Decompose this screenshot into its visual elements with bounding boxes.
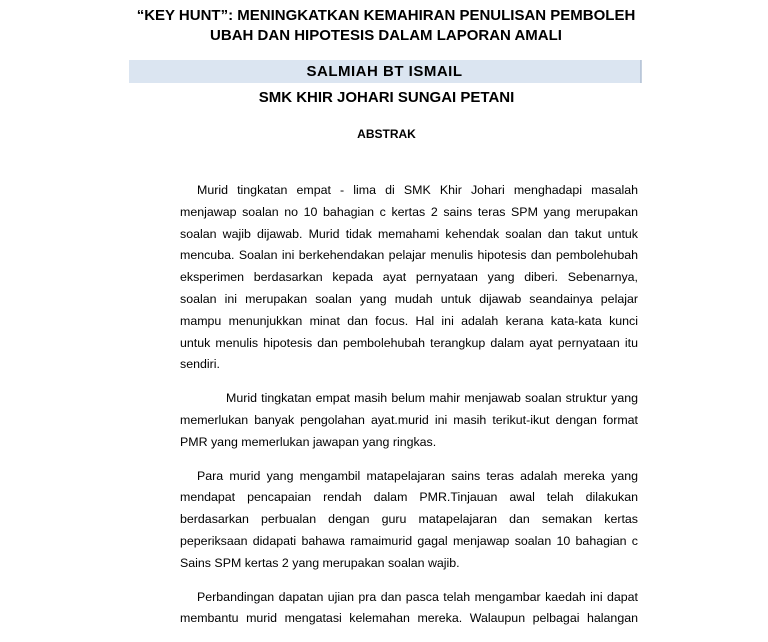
- text-line: Para murid yang mengambil matapelajaran sains teras adalah mereka yang: [197, 468, 638, 483]
- text-line: soalan ini merupakan soalan yang mudah untuk dijawab seandainya pelajar: [180, 291, 638, 306]
- text-line: PMR yang memerlukan jawapan yang ringkas.: [180, 434, 437, 449]
- abstract-body: [180, 180, 638, 642]
- abstract-paragraph: [180, 388, 638, 453]
- paper-title-line-1: “KEY HUNT”: MENINGKATKAN KEMAHIRAN PENULISAN PEMBOLEH: [136, 7, 636, 24]
- text-line: sendiri.: [180, 357, 220, 372]
- author-name: SALMIAH BT ISMAIL: [129, 60, 642, 83]
- text-line: memerlukan banyak pengolahan ayat.murid ini masih terikut-ikut dengan format: [180, 412, 638, 427]
- text-line: mendapat pencapaian rendah dalam PMR.Tinjauan awal telah dilakukan: [180, 490, 638, 505]
- text-line: soalan wajib dijawab. Murid tidak memahami kehendak soalan dan takut untuk: [180, 226, 638, 241]
- text-line: untuk menulis hipotesis dan pembolehubah terangkup dalam ayat pernyataan itu: [180, 335, 638, 350]
- paper-title-line-2: UBAH DAN HIPOTESIS DALAM LAPORAN AMALI: [210, 27, 562, 44]
- text-line: Perbandingan dapatan ujian pra dan pasca telah mengambar kaedah ini dapat: [197, 589, 638, 604]
- text-line: Sains SPM kertas 2 yang merupakan soalan wajib.: [180, 555, 460, 570]
- text-line: mampu menunjukkan minat dan focus. Hal ini adalah kerana kata-kata kunci: [180, 313, 638, 328]
- paper-title: [100, 6, 672, 46]
- text-line: peperiksaan didapati bahawa ramaimurid gagal menjawap soalan 10 bahagian c: [180, 533, 638, 548]
- author-band-edge: [641, 60, 642, 83]
- text-line: berdasarkan perbualan dengan guru matapelajaran dan semakan kertas: [180, 512, 638, 527]
- abstract-paragraph: [180, 466, 638, 575]
- abstract-heading: ABSTRAK: [357, 127, 416, 141]
- text-line: membantu murid mengatasi kelemahan mereka. Walaupun pelbagai halangan: [180, 611, 638, 626]
- text-line: Murid tingkatan empat - lima di SMK Khir Johari menghadapi masalah: [197, 183, 638, 197]
- school-name: SMK KHIR JOHARI SUNGAI PETANI: [258, 89, 515, 106]
- abstract-paragraph: [180, 180, 638, 376]
- text-line: eksperimen berdasarkan kepada ayat pernyataan yang diberi. Sebenarnya,: [180, 270, 638, 285]
- text-line: menjawap soalan no 10 bahagian c kertas 2 sains teras SPM yang merupakan: [180, 204, 638, 219]
- text-line: Murid tingkatan empat masih belum mahir menjawab soalan struktur yang: [226, 391, 638, 406]
- abstract-paragraph: [180, 587, 638, 631]
- text-line: mencuba. Soalan ini berkehendakan pelajar menulis hipotesis dan pembolehubah: [180, 248, 638, 263]
